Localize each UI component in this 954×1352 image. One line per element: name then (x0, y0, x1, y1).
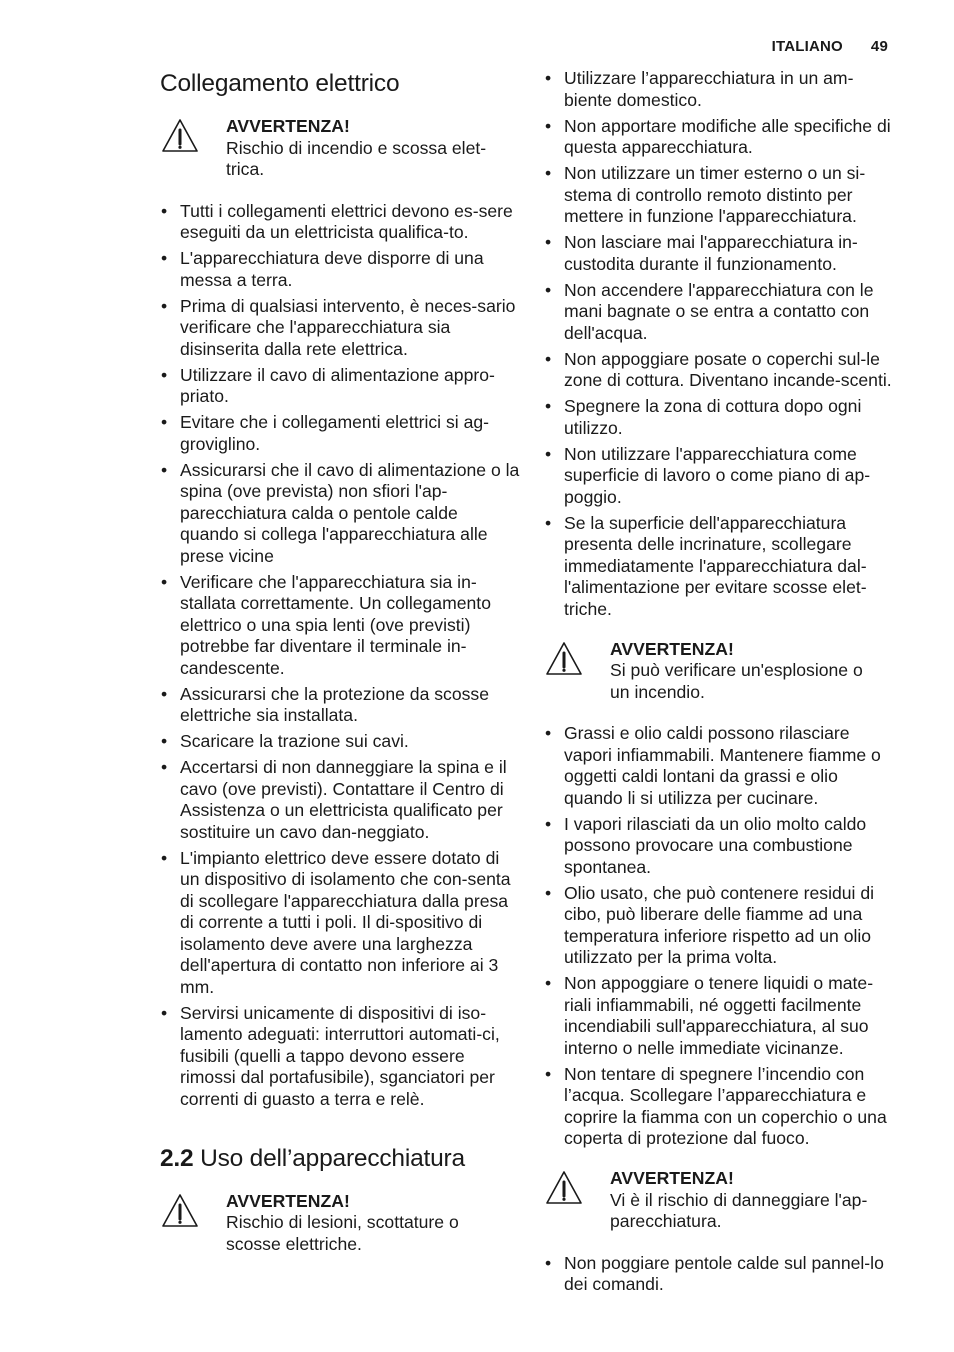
list-item: • Non utilizzare l'apparecchiatura come superficie di lavoro o come piano di ap-poggio. (544, 444, 900, 509)
warning-box (160, 1191, 520, 1256)
list-item: • Verificare che l'apparecchiatura sia in-stallata correttamente. Un collegamento elettrico o una spia lenti (ove previsti) potrebbe far diventare il terminale in-candescente. (160, 572, 520, 680)
page-header (772, 38, 888, 55)
list-item: • Se la superficie dell'apparecchiatura presenta delle incrinature, scollegare immediatamente l'apparecchiatura dal-l'alimentazione per evitare scosse elet-triche. (544, 513, 900, 621)
warning-body: Rischio di incendio e scossa elet-trica. (226, 137, 487, 179)
bullet-list (160, 201, 520, 1111)
list-item: • Spegnere la zona di cottura dopo ogni utilizzo. (544, 396, 900, 439)
warning-body: Si può verificare un'esplosione o un incendio. (610, 660, 863, 702)
warning-title: AVVERTENZA! (226, 116, 350, 136)
list-item: • Olio usato, che può contenere residui di cibo, può liberare delle fiamme ad una temperatura inferiore rispetto ad un olio utilizzato per la prima volta. (544, 883, 900, 969)
list-item: • Non appoggiare posate o coperchi sul-le zone di cottura. Diventano incande-scenti. (544, 349, 900, 392)
list-item: • Accertarsi di non danneggiare la spina e il cavo (ove previsti). Contattare il Centro di Assistenza o un elettricista qualificato per sostituire un cavo dan-neggiato. (160, 757, 520, 843)
warning-triangle-icon (544, 639, 584, 679)
left-column (160, 68, 520, 1275)
list-item: • Non tentare di spegnere l’incendio con l’acqua. Scollegare l’apparecchiatura e coprire la fiamma con un coperchio o una coperta di protezione dal fuoco. (544, 1064, 900, 1150)
language-label: ITALIANO (771, 38, 843, 55)
warning-box (544, 639, 900, 704)
list-item: • I vapori rilasciati da un olio molto caldo possono provocare una combustione spontanea. (544, 814, 900, 879)
warning-triangle-icon (160, 1191, 200, 1231)
warning-title: AVVERTENZA! (610, 638, 734, 659)
section-number: 2.2 (160, 1144, 194, 1172)
list-item: • Utilizzare il cavo di alimentazione appro-priato. (160, 365, 520, 408)
list-item: • Utilizzare l’apparecchiatura in un am-biente domestico. (544, 68, 900, 111)
list-item: • Tutti i collegamenti elettrici devono es-sere eseguiti da un elettricista qualifica-to. (160, 201, 520, 244)
warning-box (160, 116, 520, 181)
page-number: 49 (870, 38, 888, 55)
warning-box (544, 1168, 900, 1233)
bullet-list (544, 723, 900, 1150)
section-title-uso (160, 1143, 520, 1175)
list-item: • L'impianto elettrico deve essere dotato di un dispositivo di isolamento che con-senta di scollegare l'apparecchiatura dalla presa di corrente a tutti i poli. Il di-spositivo di isolamento deve avere una larghezza dell'apertura di contatto non inferiore ai 3 mm. (160, 848, 520, 999)
list-item: • Non utilizzare un timer esterno o un si-stema di controllo remoto distinto per mettere in funzione l'apparecchiatura. (544, 163, 900, 228)
list-item: • Grassi e olio caldi possono rilasciare vapori infiammabili. Mantenere fiamme o oggetti caldi lontani da grassi e olio quando li si utilizza per cucinare. (544, 723, 900, 809)
list-item: • Assicurarsi che la protezione da scosse elettriche sia installata. (160, 684, 520, 727)
list-item: • Assicurarsi che il cavo di alimentazione o la spina (ove prevista) non sfiori l'ap-parecchiatura calda o pentole calde quando si collega l'apparecchiatura alle prese vicine (160, 460, 520, 568)
bullet-list (544, 68, 900, 620)
list-item: • Non accendere l'apparecchiatura con le mani bagnate o se entra a contatto con dell'acqua. (544, 280, 900, 345)
list-item: • Servirsi unicamente di dispositivi di iso-lamento adeguati: interruttori automati-ci, fusibili (quelli a tappo devono essere rimossi dal portafusibile), sganciatori per correnti di guasto a terra e relè. (160, 1003, 520, 1111)
section-title-text: Uso dell’apparecchiatura (200, 1144, 465, 1172)
list-item: • L'apparecchiatura deve disporre di una messa a terra. (160, 248, 520, 291)
list-item: • Prima di qualsiasi intervento, è neces-sario verificare che l'apparecchiatura sia disinserita dalla rete elettrica. (160, 296, 520, 361)
warning-title: AVVERTENZA! (226, 1190, 350, 1211)
warning-text (610, 639, 886, 704)
warning-body: Rischio di lesioni, scottature o scosse elettriche. (226, 1212, 459, 1254)
list-item: • Non poggiare pentole calde sul pannel-lo dei comandi. (544, 1253, 900, 1296)
warning-triangle-icon (160, 116, 200, 156)
warning-text (610, 1168, 886, 1233)
bullet-list (544, 1253, 900, 1296)
warning-triangle-icon (544, 1168, 584, 1208)
section-title-collegamento: Collegamento elettrico (160, 70, 400, 97)
list-item: • Scaricare la trazione sui cavi. (160, 731, 520, 753)
list-item: • Non lasciare mai l'apparecchiatura in-custodita durante il funzionamento. (544, 232, 900, 275)
list-item: • Non appoggiare o tenere liquidi o mate-riali infiammabili, né oggetti facilmente incendiabili sull'apparecchiatura, al suo interno o nelle immediate vicinanze. (544, 973, 900, 1059)
warning-body: Vi è il rischio di danneggiare l'ap-parecchiatura. (610, 1189, 868, 1231)
right-column (544, 68, 900, 1300)
list-item: • Non apportare modifiche alle specifiche di questa apparecchiatura. (544, 116, 900, 159)
warning-text (226, 1191, 486, 1256)
warning-text (226, 116, 502, 181)
warning-title: AVVERTENZA! (610, 1168, 734, 1188)
list-item: • Evitare che i collegamenti elettrici si ag-groviglino. (160, 412, 520, 455)
